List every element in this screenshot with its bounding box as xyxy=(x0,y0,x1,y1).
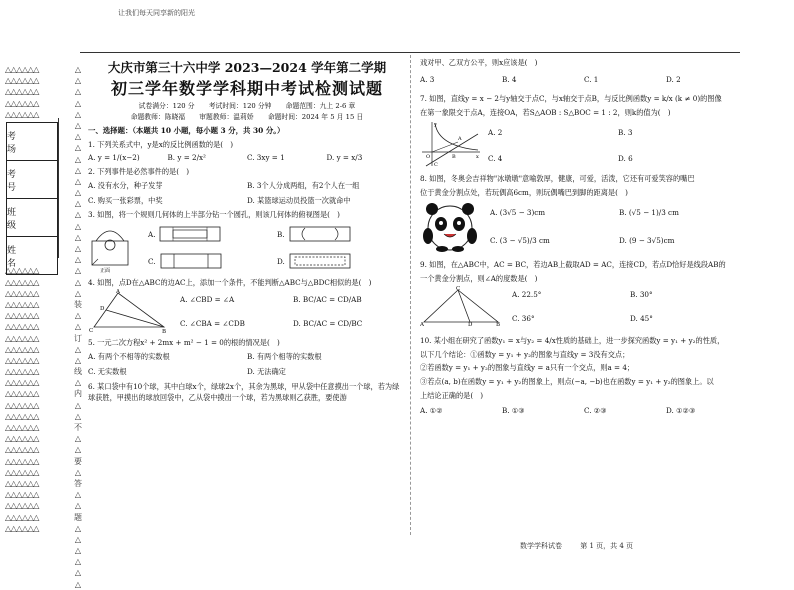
binding-triangle-row: △△△△△△ xyxy=(5,512,39,522)
seal-char: 订 xyxy=(74,333,82,343)
question-6-continued xyxy=(420,58,748,84)
seal-char: △ xyxy=(74,434,82,444)
seal-char: △ xyxy=(74,411,82,421)
seal-char: △ xyxy=(74,98,82,108)
binding-triangle-row: △△△△△△ xyxy=(5,333,39,343)
name-field[interactable]: 姓 名 xyxy=(7,245,27,269)
seal-char: △ xyxy=(74,523,82,533)
question-stem: 1. 下列关系式中，y是x的反比例函数的是( ) xyxy=(88,139,234,149)
seal-char: △ xyxy=(74,244,82,253)
option-label: C. xyxy=(148,256,156,266)
seal-char: 内 xyxy=(74,389,82,399)
binding-triangle-row: △△△△△△ xyxy=(5,378,39,388)
statement-1: 以下几个结论：①函数y = y₁ + y₂的图象与直线y = 3没有交点； xyxy=(420,349,630,359)
exam-time: 考试时间：120 分钟 xyxy=(208,101,272,110)
binding-triangle-row: △△△△△△ xyxy=(5,367,39,377)
option-d[interactable]: D. (9 − 3√5)cm xyxy=(619,236,675,245)
seal-char: △ xyxy=(74,266,82,276)
binding-triangle-row: △△△△△△ xyxy=(5,311,39,321)
school-title: 大庆市第三十六中学 2023—2024 学年第二学期 xyxy=(107,60,387,75)
option-b[interactable]: B. BC/AC = CD/AB xyxy=(293,294,362,304)
option-d[interactable]: D. ①②③ xyxy=(666,406,696,416)
binding-triangle-row: △△△△△△ xyxy=(5,288,39,298)
option-d[interactable]: D. 45° xyxy=(630,314,653,323)
seal-char: △ xyxy=(74,288,82,298)
point-c: C xyxy=(456,286,461,292)
option-d[interactable]: D. 某篮球运动员投篮一次就命中 xyxy=(247,195,351,205)
binding-triangle-row: △△△△△△ xyxy=(5,76,39,86)
point-c: C xyxy=(434,162,438,168)
point-a: A xyxy=(116,288,120,295)
seal-char: △ xyxy=(74,467,82,477)
option-c[interactable]: C. 4 xyxy=(488,154,503,163)
point-a: A xyxy=(458,136,462,142)
seal-char: 线 xyxy=(74,367,82,377)
option-c[interactable]: C. ∠CBA = ∠CDB xyxy=(180,318,245,328)
option-a[interactable]: A. 22.5° xyxy=(512,290,542,299)
question-4 xyxy=(88,278,406,333)
option-d[interactable]: D. BC/AC = CD/BC xyxy=(293,318,363,328)
question-1 xyxy=(88,140,406,162)
question-stem: 4. 如图，点D在△ABC的边AC上，添加一个条件，不能判断△ABC与△BDC相似的是( ) xyxy=(88,277,372,287)
point-a: A xyxy=(420,322,424,326)
author-teacher: 命题教师：陈晓福 xyxy=(130,113,186,122)
origin-label: O xyxy=(426,154,431,160)
binding-triangle-row: △△△△△△ xyxy=(5,65,39,74)
binding-triangle-row: △△△△△△ xyxy=(5,434,39,444)
seal-char: △ xyxy=(74,311,82,321)
option-a[interactable]: A. 有两个不相等的实数根 xyxy=(88,351,170,361)
option-label: A. xyxy=(148,229,156,239)
section-heading: 一、选择题：（本题共 10 小题，每小题 3 分，共 30 分。） xyxy=(88,125,285,135)
binding-line xyxy=(58,118,59,258)
option-a[interactable]: A. ①② xyxy=(420,406,443,416)
seal-line-text xyxy=(72,64,84,590)
option-a[interactable] xyxy=(148,223,277,246)
triangle-abc-figure xyxy=(88,289,168,333)
exam-number-field[interactable]: 考 号 xyxy=(7,161,57,199)
point-c: C xyxy=(89,327,94,333)
seal-char: 答 xyxy=(74,478,82,488)
binding-triangle-row: △△△△△△ xyxy=(5,478,39,488)
question-2 xyxy=(88,167,406,205)
student-info-box xyxy=(6,122,58,275)
binding-triangle-row: △△△△△△ xyxy=(5,98,39,108)
option-label: B. xyxy=(277,229,285,239)
binding-triangle-row: △△△△△△ xyxy=(5,456,39,466)
option-d[interactable]: D. 无法确定 xyxy=(247,366,286,376)
question-stem-2: 位于黄金分割点处，若玩偶高6cm，则玩偶嘴巴到脚的距离是( ) xyxy=(420,188,628,197)
seal-char: △ xyxy=(74,568,82,578)
option-b[interactable]: B. 30° xyxy=(630,290,653,299)
option-c-figure xyxy=(160,253,222,269)
isosceles-triangle-figure xyxy=(420,286,502,326)
question-stem: 5. 一元二次方程x² + 2mx + m² − 1 = 0的根的情况是( ) xyxy=(88,337,280,347)
question-prompt: 上结论正确的是( ) xyxy=(420,390,484,400)
seal-char: △ xyxy=(74,154,82,164)
question-stem: 9. 如图，在△ABC中，AC = BC，若边AB上截取AD = AC，连接CD，若点D恰好是线段AB的 xyxy=(420,260,726,269)
statement-3: ③若点(a, b)在函数y = y₁ + y₂的图象上，则点(−a, −b)也在函数y = y₁ + y₂的图象上。以 xyxy=(420,377,714,387)
question-5 xyxy=(88,338,406,376)
option-label: D. xyxy=(277,256,285,266)
binding-triangle-row: △△△△△△ xyxy=(5,299,39,309)
exam-meta-2 xyxy=(88,113,406,121)
seal-char: △ xyxy=(74,344,82,354)
binding-triangle-row: △△△△△△ xyxy=(5,109,39,119)
point-b: B xyxy=(162,328,167,333)
binding-triangle-row: △△△△△△ xyxy=(5,87,39,97)
question-stem: 3. 如图，将一个规则几何体的上半部分钻一个圆孔，则该几何体的俯视图是( ) xyxy=(88,209,340,219)
seal-char: △ xyxy=(74,120,82,130)
bing-dwen-dwen-image xyxy=(420,200,482,252)
point-d: D xyxy=(468,322,473,326)
seal-char: 装 xyxy=(74,299,82,309)
seal-char: △ xyxy=(74,65,82,74)
function-graph-figure xyxy=(420,120,482,168)
option-b[interactable]: B. 4 xyxy=(502,75,517,84)
question-stem: 戏对甲、乙双方公平，则x应该是( ) xyxy=(420,58,538,67)
question-8 xyxy=(420,174,748,252)
exam-room-field[interactable]: 考 场 xyxy=(7,123,57,161)
option-c[interactable]: C. (3 − √5)/3 cm xyxy=(490,236,550,245)
exam-title: 初三学年数学学科期中考试检测试题 xyxy=(110,78,383,98)
option-b[interactable]: B. 3 xyxy=(618,128,633,137)
seal-char: △ xyxy=(74,176,82,186)
y-axis-label: y xyxy=(434,122,437,128)
binding-triangle-row: △△△△△△ xyxy=(5,344,39,354)
binding-triangle-row: △△△△△△ xyxy=(5,322,39,332)
binding-triangle-row: △△△△△△ xyxy=(5,523,39,533)
option-a[interactable]: A. 3 xyxy=(420,75,435,84)
question-6 xyxy=(88,381,406,403)
seal-char: △ xyxy=(74,76,82,86)
binding-triangle-row: △△△△△△ xyxy=(5,445,39,455)
option-d[interactable] xyxy=(277,250,406,273)
footer-page-number: 第 1 页，共 4 页 xyxy=(580,542,634,550)
exam-scope: 命题范围：九上 2-6 章 xyxy=(285,101,356,110)
binding-triangle-row: △△△△△△ xyxy=(5,423,39,432)
option-a[interactable]: A. 2 xyxy=(488,128,503,137)
option-d-figure xyxy=(289,253,351,269)
exam-meta-1 xyxy=(88,102,406,110)
seal-char: △ xyxy=(74,232,82,242)
question-stem: 6. 某口袋中有10个球，其中白球x个，绿球2x个，其余为黑球，甲从袋中任意摸出一个球，若为绿球获胜，甲摸出的球放回袋中，乙从袋中摸出一个球，若为黑球则乙获胜，要使游 xyxy=(88,381,400,402)
question-stem: 10. 某小组在研究了函数y₁ = x与y₂ = 4/x性质的基础上，进一步探究函数y = y₁ + y₂的性质， xyxy=(420,336,725,345)
seal-char: △ xyxy=(74,355,82,365)
binding-triangle-row: △△△△△△ xyxy=(5,277,39,287)
seal-char: △ xyxy=(74,378,82,388)
seal-char: △ xyxy=(74,221,82,231)
question-stem: 8. 如图，冬奥会吉祥物"冰墩墩"意喻敦厚，健康，可爱，活泼，它还有可爱笑容的嘴巴 xyxy=(420,174,695,183)
question-stem: 7. 如图，直线y = x − 2与y轴交于点C，与x轴交于点B，与反比例函数y = k/x (k ≠ 0)的图像 xyxy=(420,94,722,103)
option-a[interactable]: A. 没有水分，种子发芽 xyxy=(88,180,163,190)
binding-triangle-row: △△△△△△ xyxy=(5,389,39,399)
seal-char: △ xyxy=(74,445,82,455)
question-stem-2: 一个黄金分割点，则∠A的度数是( ) xyxy=(420,274,538,283)
question-10 xyxy=(420,334,748,418)
point-b: B xyxy=(452,154,456,160)
point-d: D xyxy=(100,305,105,312)
seal-char: △ xyxy=(74,400,82,410)
header-rule xyxy=(80,52,740,53)
binding-triangle-row: △△△△△△ xyxy=(5,467,39,477)
option-a-figure xyxy=(159,226,221,242)
full-score: 试卷满分：120 分 xyxy=(138,101,195,110)
seal-char: △ xyxy=(74,143,82,153)
question-7 xyxy=(420,94,748,168)
option-c[interactable]: C. ②③ xyxy=(584,406,607,416)
front-label: 正面 xyxy=(100,267,111,273)
seal-char: 题 xyxy=(74,512,82,522)
option-d[interactable]: D. 6 xyxy=(618,154,633,163)
seal-char: △ xyxy=(74,501,82,511)
option-b[interactable]: B. 3个人分成两组，有2个人在一组 xyxy=(247,180,360,190)
watermark-text: 让我们每天同享新的阳光 xyxy=(118,9,195,17)
solid-figure xyxy=(88,223,136,273)
seal-char: 要 xyxy=(74,456,82,466)
seal-char: △ xyxy=(74,490,82,500)
option-b[interactable]: B. y = 2/x² xyxy=(167,152,206,162)
option-a[interactable]: A. (3√5 − 3)cm xyxy=(490,208,546,217)
option-c[interactable]: C. 1 xyxy=(584,75,599,84)
binding-triangle-row: △△△△△△ xyxy=(5,490,39,500)
seal-char: △ xyxy=(74,132,82,142)
option-c[interactable] xyxy=(148,250,277,273)
right-page xyxy=(420,58,748,418)
point-b: B xyxy=(496,322,501,326)
option-b[interactable] xyxy=(277,223,406,246)
binding-triangle-row: △△△△△△ xyxy=(5,411,39,421)
question-stem-2: 在第一象限交于点A，连接OA，若S△AOB : S△BOC = 1 : 2，则k的值为( ) xyxy=(420,108,671,117)
page-divider xyxy=(410,55,411,535)
option-d[interactable]: D. y = x/3 xyxy=(326,152,363,162)
binding-triangle-row: △△△△△△ xyxy=(5,266,39,276)
x-axis-label: x xyxy=(476,154,479,160)
seal-char: △ xyxy=(74,255,82,265)
seal-char: △ xyxy=(74,557,82,567)
option-c[interactable]: C. 购买一张彩票，中奖 xyxy=(88,195,163,205)
seal-char: △ xyxy=(74,87,82,97)
seal-char: △ xyxy=(74,322,82,332)
binding-triangle-row: △△△△△△ xyxy=(5,400,39,410)
option-b-figure xyxy=(289,226,351,242)
left-page xyxy=(88,58,406,403)
statement-2: ②若函数y = y₁ + y₂的图象与直线y = a只有一个交点，则a = 4； xyxy=(420,363,635,373)
seal-char: △ xyxy=(74,210,82,220)
seal-char: △ xyxy=(74,534,82,544)
seal-char: △ xyxy=(74,188,82,198)
page-footer xyxy=(520,541,649,551)
option-c[interactable]: C. 36° xyxy=(512,314,535,323)
option-a[interactable]: A. y = 1/(x−2) xyxy=(88,152,140,162)
option-c[interactable]: C. 无实数根 xyxy=(88,366,127,376)
option-c[interactable]: C. 3xy = 1 xyxy=(247,152,285,162)
question-stem: 2. 下列事件是必然事件的是( ) xyxy=(88,166,190,176)
seal-char: △ xyxy=(74,277,82,287)
seal-char: △ xyxy=(74,165,82,175)
option-b[interactable]: B. ①③ xyxy=(502,406,525,416)
seal-char: △ xyxy=(74,199,82,209)
seal-char: 不 xyxy=(74,423,82,432)
option-b[interactable]: B. 有两个相等的实数根 xyxy=(247,351,322,361)
binding-triangle-row: △△△△△△ xyxy=(5,501,39,511)
seal-char: △ xyxy=(74,546,82,556)
footer-subject: 数学学科试卷 xyxy=(520,542,562,550)
exam-date: 命题时间：2024 年 5 月 15 日 xyxy=(267,113,364,122)
option-d[interactable]: D. 2 xyxy=(666,75,681,84)
question-3 xyxy=(88,210,406,273)
binding-triangle-row: △△△△△△ xyxy=(5,355,39,365)
review-teacher: 审题教师：温莉娇 xyxy=(199,113,254,122)
seal-char: △ xyxy=(74,579,82,589)
question-9 xyxy=(420,260,748,326)
seal-char: △ xyxy=(74,109,82,119)
class-field[interactable]: 班 级 xyxy=(7,199,57,237)
option-a[interactable]: A. ∠CBD = ∠A xyxy=(180,294,235,304)
option-b[interactable]: B. (√5 − 1)/3 cm xyxy=(619,208,679,217)
